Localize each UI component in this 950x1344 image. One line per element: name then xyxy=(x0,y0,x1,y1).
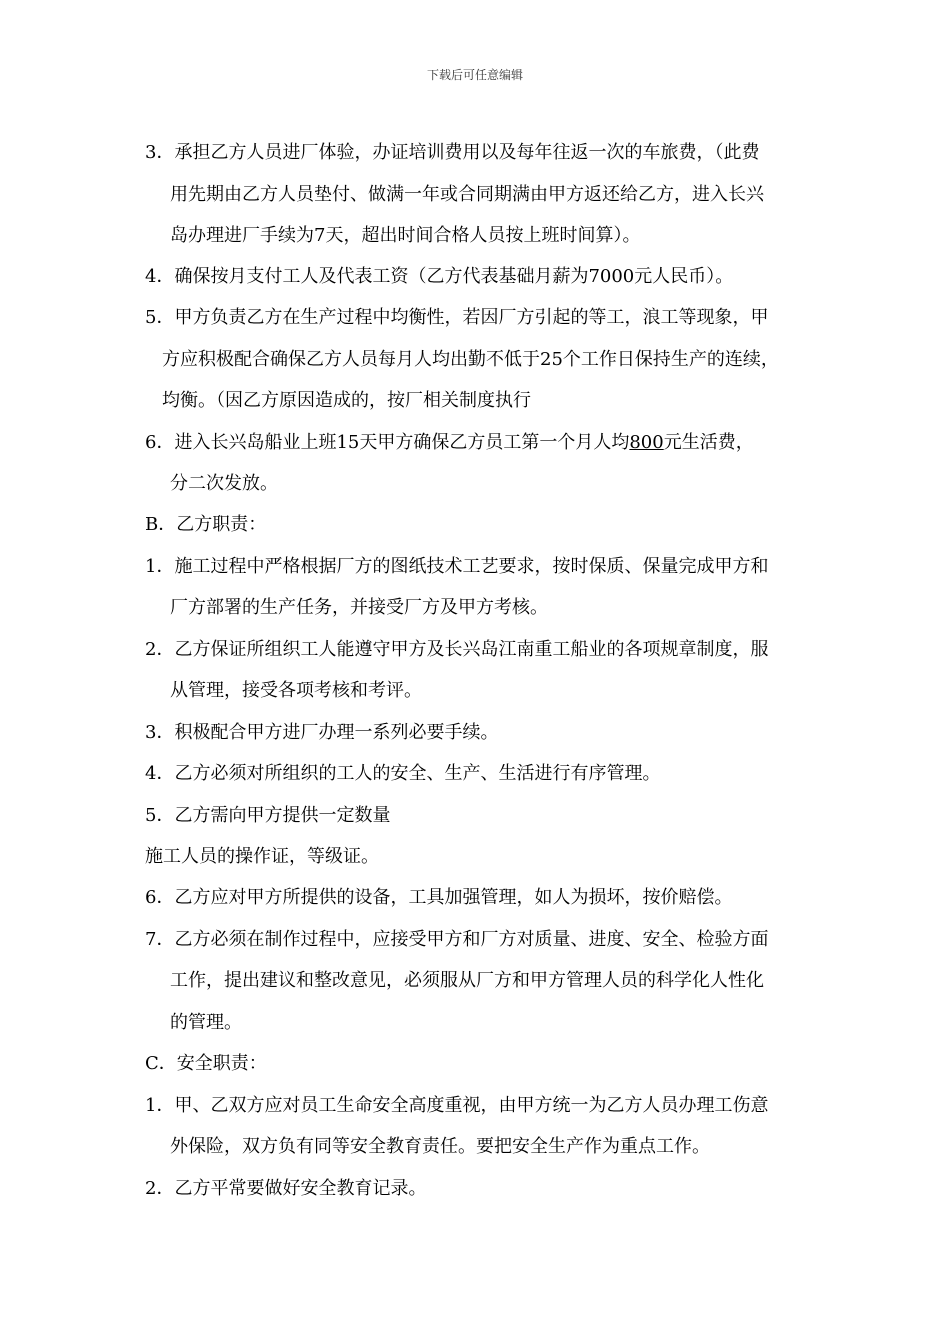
clause-b7-line1: 7．乙方必须在制作过程中，应接受甲方和厂方对质量、进度、安全、检验方面 xyxy=(145,929,769,950)
living-allowance-amount: 800 xyxy=(629,432,664,453)
clause-a6-text-end: 元生活费， xyxy=(663,432,754,453)
clause-b7-line3: 的管理。 xyxy=(170,1012,242,1033)
clause-a4: 4．确保按月支付工人及代表工资（乙方代表基础月薪为7000元人民币）。 xyxy=(145,266,734,287)
clause-b2-line1: 2．乙方保证所组织工人能遵守甲方及长兴岛江南重工船业的各项规章制度，服 xyxy=(145,639,769,660)
clause-a3-line3: 岛办理进厂手续为7天，超出时间合格人员按上班时间算）。 xyxy=(170,225,641,246)
clause-b5-line1: 5．乙方需向甲方提供一定数量 xyxy=(145,805,391,826)
clause-a5-line2: 方应积极配合确保乙方人员每月人均出勤不低于25个工作日保持生产的连续， xyxy=(162,349,779,370)
clause-a5-line3: 均衡。（因乙方原因造成的，按厂相关制度执行 xyxy=(162,390,531,411)
clause-b4: 4．乙方必须对所组织的工人的安全、生产、生活进行有序管理。 xyxy=(145,763,661,784)
clause-a6-line1 xyxy=(145,431,754,455)
clause-a3-line1: 3．承担乙方人员进厂体验，办证培训费用以及每年往返一次的车旅费，（此费 xyxy=(145,142,760,163)
clause-b1-line2: 厂方部署的生产任务，并接受厂方及甲方考核。 xyxy=(170,597,548,618)
clause-b5-line2: 施工人员的操作证，等级证。 xyxy=(145,846,379,867)
clause-c2: 2．乙方平常要做好安全教育记录。 xyxy=(145,1178,427,1199)
clause-a6-line2: 分二次发放。 xyxy=(170,473,278,494)
clause-b1-line1: 1．施工过程中严格根据厂方的图纸技术工艺要求，按时保质、保量完成甲方和 xyxy=(145,556,769,577)
clause-a5-line1: 5．甲方负责乙方在生产过程中均衡性，若因厂方引起的等工，浪工等现象，甲 xyxy=(145,307,769,328)
clause-a3-line2: 用先期由乙方人员垫付、做满一年或合同期满由甲方返还给乙方，进入长兴 xyxy=(170,184,764,205)
clause-c1-line2: 外保险，双方负有同等安全教育责任。要把安全生产作为重点工作。 xyxy=(170,1136,710,1157)
section-c-heading: C．安全职责： xyxy=(145,1053,267,1074)
section-b-heading: B．乙方职责： xyxy=(145,514,267,535)
clause-b2-line2: 从管理，接受各项考核和考评。 xyxy=(170,680,422,701)
clause-a6-text: 6．进入长兴岛船业上班15天甲方确保乙方员工第一个月人均 xyxy=(145,432,630,453)
clause-b7-line2: 工作，提出建议和整改意见，必须服从厂方和甲方管理人员的科学化人性化 xyxy=(170,970,764,991)
clause-b6: 6．乙方应对甲方所提供的设备，工具加强管理，如人为损坏，按价赔偿。 xyxy=(145,887,733,908)
clause-b3: 3．积极配合甲方进厂办理一系列必要手续。 xyxy=(145,722,499,743)
page-header: 下载后可任意编辑 xyxy=(426,68,523,82)
clause-c1-line1: 1．甲、乙双方应对员工生命安全高度重视，由甲方统一为乙方人员办理工伤意 xyxy=(145,1095,769,1116)
